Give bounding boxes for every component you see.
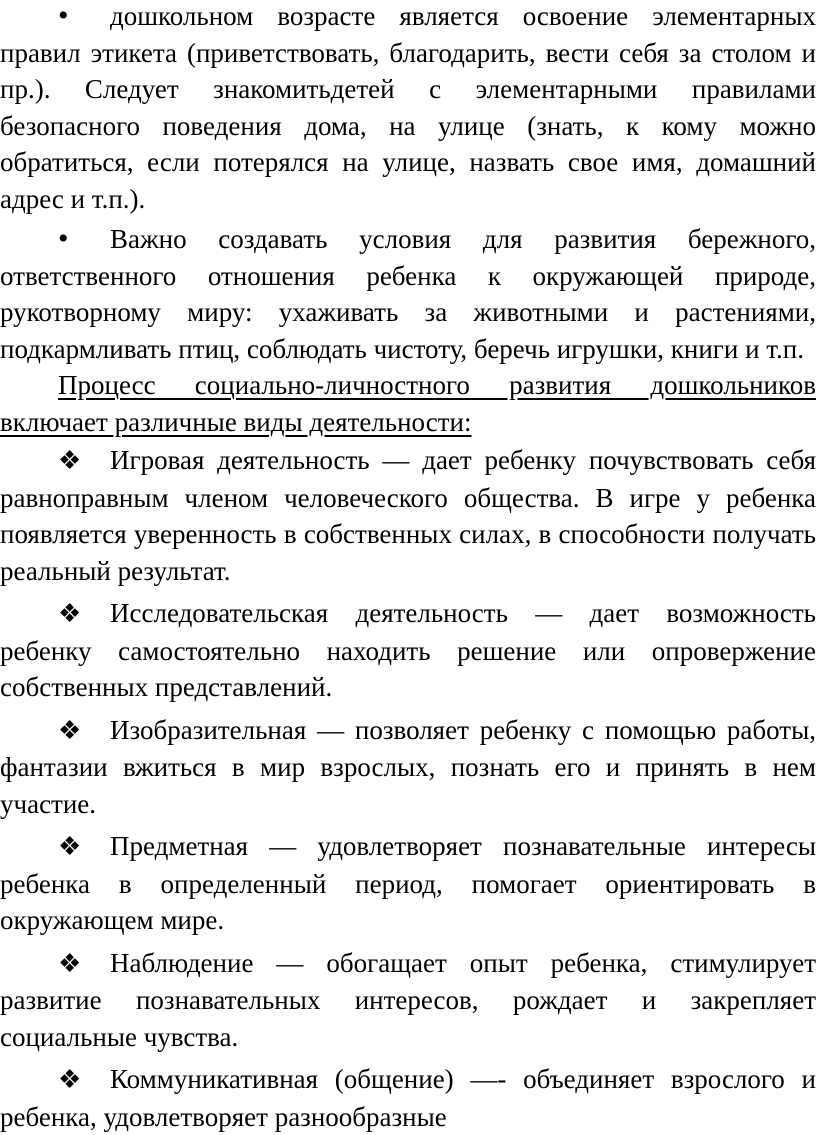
paragraph-etiquette [0, 0, 816, 217]
paragraph-game-text: Игровая деятельность — дает ребенку почувствовать себя равноправным членом человеческого общества. В игре у ребенка появляется уверенность в собственных силах, в способности получать реальный результат. [0, 445, 816, 586]
paragraph-nature [0, 221, 816, 367]
bullet-diamond-icon: ❖ [58, 599, 82, 628]
paragraph-game [0, 442, 816, 589]
paragraph-nature-text: Важно создавать условия для развития бережного, ответственного отношения ребенка к окружающей природе, рукотворному миру: ухаживать за животными и растениями, подкармливать птиц, соблюдать чистоту, беречь игрушки, книги и т.п. [0, 224, 816, 364]
paragraph-research [0, 595, 816, 706]
bullet-diamond-icon: ❖ [58, 948, 82, 978]
paragraph-object-text: Предметная — удовлетворяет познавательные интересы ребенка в определенный период, помогает ориентировать в окружающем мире. [0, 831, 816, 935]
bullet-diamond-icon: ❖ [58, 832, 82, 861]
bullet-dot-icon: • [58, 222, 69, 255]
bullet-dot-icon: • [58, 0, 69, 32]
paragraph-visual [0, 712, 816, 823]
paragraph-process-heading [0, 367, 816, 440]
paragraph-communication [0, 1061, 816, 1135]
paragraph-visual-text: Изобразительная — позволяет ребенку с помощью работы, фантазии вжиться в мир взрослых, познать его и принять в нем участие. [0, 714, 816, 819]
paragraph-object [0, 828, 816, 939]
bullet-diamond-icon: ❖ [58, 446, 82, 475]
paragraph-etiquette-text: дошкольном возрасте является освоение элементарных правил этикета (приветствовать, благодарить, вести себя за столом и пр.). Следует знакомитьдетей с элементарными правилами безопасного поведения дома, на улице (знать, к кому можно обратиться, если потерялся на улице, назвать свое имя, домашний адрес и т.п.). [0, 1, 816, 214]
paragraph-research-text: Исследовательская деятельность — дает возможность ребенку самостоятельно находить решение или опровержение собственных представлений. [0, 598, 816, 702]
paragraph-observation-text: Наблюдение — обогащает опыт ребенка, стимулирует развитие познавательных интересов, рождает и закрепляет социальные чувства. [0, 947, 816, 1052]
bullet-diamond-icon: ❖ [58, 1065, 82, 1094]
paragraph-communication-text: Коммуникативная (общение) —- объединяет взрослого и ребенка, удовлетворяет разнообразные [0, 1064, 816, 1132]
paragraph-process-text: Процесс социально-личностного развития дошкольников включает различные виды деятельности: [0, 370, 816, 437]
paragraph-observation [0, 945, 816, 1056]
bullet-diamond-icon: ❖ [58, 715, 82, 745]
